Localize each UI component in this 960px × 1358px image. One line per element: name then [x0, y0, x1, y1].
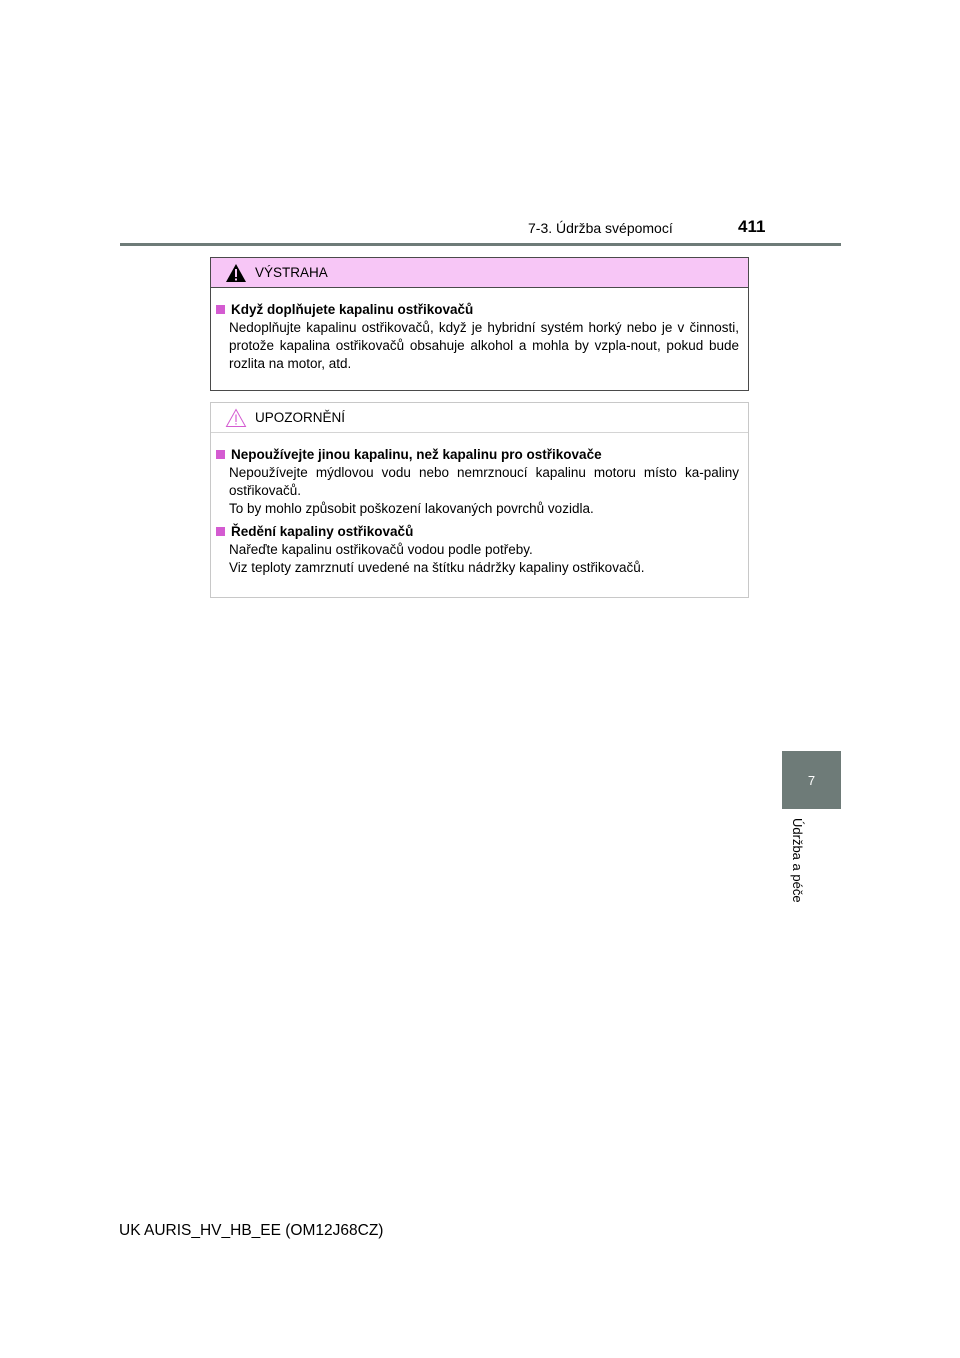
page-number: 411 [738, 217, 766, 236]
chapter-label: Údržba a péče [790, 818, 805, 903]
warning-triangle-filled-icon [225, 263, 247, 283]
caution-header [211, 403, 748, 433]
warning-box [210, 257, 749, 391]
chapter-number: 7 [807, 772, 816, 788]
caution-body [211, 433, 748, 577]
warning-item-title: Když doplňujete kapalinu ostřikovačů [216, 300, 739, 319]
caution-item-text: Nepoužívejte mýdlovou vodu nebo nemrznoucí kapalinu motoru místo ka-paliny ostřikovačů. To by mohlo způsobit poškození lakovaných povrchů vozidla. [229, 465, 739, 516]
caution-item-text: Nařeďte kapalinu ostřikovačů vodou podle potřeby. Viz teploty zamrznutí uvedené na štítku nádržky kapaliny ostřikovačů. [229, 542, 645, 575]
warning-header [211, 258, 748, 288]
bullet-square-icon [216, 305, 225, 314]
warning-triangle-outline-icon [225, 408, 247, 428]
chapter-tab [782, 751, 841, 809]
header-rule [120, 243, 841, 246]
warning-item-text: Nedoplňujte kapalinu ostřikovačů, když je hybridní systém horký nebo je v činnosti, protože kapalina ostřikovačů obsahuje alkohol a mohla by vzpla-nout, pokud bude rozlita na motor, atd. [229, 320, 739, 371]
caution-label: UPOZORNĚNÍ [255, 410, 346, 425]
warning-label: VÝSTRAHA [255, 265, 328, 280]
bullet-square-icon [216, 450, 225, 459]
warning-body [211, 288, 748, 373]
bullet-square-icon [216, 527, 225, 536]
caution-item-title: Ředění kapaliny ostřikovačů [216, 522, 739, 541]
caution-item-title: Nepoužívejte jinou kapalinu, než kapalinu pro ostřikovače [216, 445, 739, 464]
caution-box [210, 402, 749, 598]
section-title: 7-3. Údržba svépomocí [528, 220, 673, 236]
manual-code: UK AURIS_HV_HB_EE (OM12J68CZ) [119, 1222, 384, 1239]
